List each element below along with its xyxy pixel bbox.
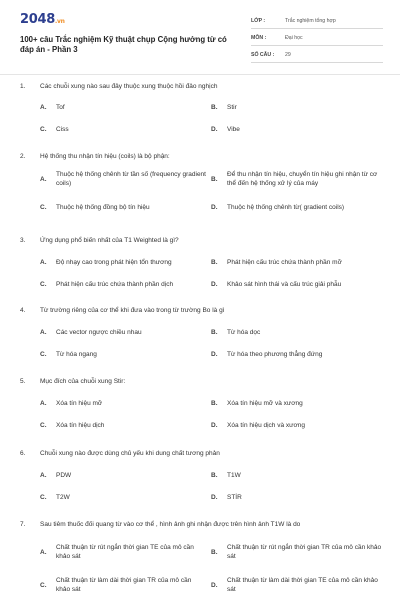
option-d[interactable]: D. Vibe [211, 125, 387, 134]
option-b[interactable]: B. Chất thuận từ rút ngắn thời gian TR của mô cần khảo sát [211, 543, 387, 561]
option-d[interactable]: D. STİR [211, 493, 387, 502]
option-a[interactable]: A. Tof [40, 103, 206, 112]
logo-suffix: .vn [54, 18, 65, 25]
question-number: 3. [20, 237, 26, 244]
option-b[interactable]: B. Xóa tín hiệu mỡ và xương [211, 399, 387, 408]
meta-row-subject [251, 31, 383, 46]
option-text: Thuộc hệ thống chênh từ( gradient coils) [227, 204, 345, 211]
option-c[interactable]: C. Thuộc hệ thống đồng bộ tín hiệu [40, 203, 206, 212]
meta-value: 29 [285, 52, 291, 58]
option-c[interactable]: C. Xóa tín hiệu dịch [40, 421, 206, 430]
option-text: PDW [56, 472, 72, 479]
option-text: Thuộc hệ thống chênh từ tần số (frequency gradient coils) [56, 171, 206, 187]
option-text: Ciss [56, 126, 69, 133]
option-text: Từ hóa theo phương thẳng đứng [227, 351, 323, 358]
option-b[interactable]: B. Để thu nhận tín hiệu, chuyển tín hiệu ghi nhận từ cơ thể đến hệ thống xử lý của máy [211, 170, 387, 188]
option-text: Từ hóa ngang [56, 351, 97, 358]
option-d[interactable]: D. Từ hóa theo phương thẳng đứng [211, 350, 387, 359]
question-text: Từ trường riêng của cơ thể khi đưa vào trong từ trường Bo là gì [40, 307, 225, 314]
option-text: Xóa tín hiệu mỡ [56, 400, 103, 407]
option-d[interactable]: D. Chất thuận từ làm dài thời gian TE của mô cần khảo sát [211, 576, 387, 594]
option-text: Phát hiện cấu trúc chứa thành phần mỡ [227, 259, 342, 266]
option-text: Từ hóa dọc [227, 329, 261, 336]
option-a[interactable]: A. PDW [40, 471, 206, 480]
option-b[interactable]: B. T1W [211, 471, 387, 480]
option-a[interactable]: A. Chất thuận từ rút ngắn thời gian TE của mô cần khảo sát [40, 543, 206, 561]
meta-key: MÔN : [251, 35, 267, 41]
meta-row-count [251, 48, 383, 63]
document-title: 100+ câu Trắc nghiệm Kỹ thuật chụp Cộng hưởng từ có đáp án - Phần 3 [20, 35, 227, 54]
meta-row-class [251, 14, 383, 29]
question-text: Hệ thống thu nhận tín hiệu (coils) là bộ phận: [40, 153, 170, 160]
option-a[interactable]: A. Thuộc hệ thống chênh từ tần số (frequency gradient coils) [40, 171, 206, 187]
option-c[interactable]: C. Ciss [40, 125, 206, 134]
option-b[interactable]: B. Stir [211, 103, 387, 112]
option-c[interactable]: C. Chất thuận từ làm dài thời gian TR của mô cần khảo sát [40, 576, 206, 594]
option-text: T1W [227, 472, 241, 479]
option-text: Các vector ngược chiều nhau [56, 329, 142, 336]
header-divider [0, 74, 400, 75]
question-number: 5. [20, 378, 26, 385]
option-text: Phát hiện cấu trúc chứa thành phần dịch [56, 281, 174, 288]
logo-text: 2048 [20, 12, 55, 27]
option-text: Chất thuận từ làm dài thời gian TE của mô cần khảo sát [227, 577, 378, 593]
option-text: Độ nhạy cao trong phát hiện tổn thương [56, 259, 172, 266]
option-b[interactable]: B. Phát hiện cấu trúc chứa thành phần mỡ [211, 258, 387, 267]
option-b[interactable]: B. Từ hóa dọc [211, 328, 387, 337]
option-d[interactable]: D. Thuộc hệ thống chênh từ( gradient coils) [211, 203, 387, 212]
option-text: Để thu nhận tín hiệu, chuyển tín hiệu ghi nhận từ cơ thể đến hệ thống xử lý của máy [227, 171, 378, 187]
option-text: Xóa tín hiệu dịch và xương [227, 422, 305, 429]
page-header [0, 0, 400, 68]
option-text: Chất thuận từ làm dài thời gian TR của mô cần khảo sát [56, 577, 192, 593]
option-text: Thuộc hệ thống đồng bộ tín hiệu [56, 204, 150, 211]
option-text: Chất thuận từ rút ngắn thời gian TE của mô cần khảo sát [56, 544, 194, 560]
meta-panel [251, 14, 383, 65]
option-text: Vibe [227, 126, 240, 133]
option-a[interactable]: A. Xóa tín hiệu mỡ [40, 399, 206, 408]
option-text: Tof [56, 104, 65, 111]
option-text: Stir [227, 104, 237, 111]
question-number: 2. [20, 153, 26, 160]
option-text: Khảo sát hình thái và cấu trúc giải phẫu [227, 281, 342, 288]
question-text: Ứng dụng phổ biến nhất của T1 Weighted là gì? [40, 237, 179, 244]
question-text: Chuỗi xung nào được dùng chủ yếu khi dung chất tương phản [40, 450, 220, 457]
option-a[interactable]: A. Các vector ngược chiều nhau [40, 328, 206, 337]
option-c[interactable]: C. Từ hóa ngang [40, 350, 206, 359]
meta-key: LỚP : [251, 18, 266, 24]
question-number: 7. [20, 521, 26, 528]
option-text: Xóa tín hiệu mỡ và xương [227, 400, 303, 407]
question-text: Các chuỗi xung nào sau đây thuộc xung thuộc hồi đảo nghịch [40, 83, 218, 90]
meta-value: Trắc nghiệm tổng hợp [285, 18, 336, 24]
option-text: T2W [56, 494, 70, 501]
meta-value: Đại học [285, 35, 303, 41]
option-c[interactable]: C. Phát hiện cấu trúc chứa thành phần dịch [40, 280, 216, 289]
question-text: Sau tiêm thuốc đối quang từ vào cơ thể , hình ảnh ghi nhận được trên hình ảnh T1W là do [40, 521, 301, 528]
meta-key: SỐ CÂU : [251, 52, 275, 58]
option-a[interactable]: A. Độ nhạy cao trong phát hiện tổn thương [40, 258, 216, 267]
option-text: Chất thuận từ rút ngắn thời gian TR của mô cần khảo sát [227, 544, 382, 560]
option-c[interactable]: C. T2W [40, 493, 206, 502]
option-d[interactable]: D. Xóa tín hiệu dịch và xương [211, 421, 387, 430]
question-number: 6. [20, 450, 26, 457]
question-number: 4. [20, 307, 26, 314]
option-text: STİR [227, 494, 242, 501]
question-number: 1. [20, 83, 26, 90]
option-d[interactable]: D. Khảo sát hình thái và cấu trúc giải phẫu [211, 280, 387, 289]
option-text: Xóa tín hiệu dịch [56, 422, 105, 429]
question-text: Mục đích của chuỗi xung Stir: [40, 378, 126, 385]
